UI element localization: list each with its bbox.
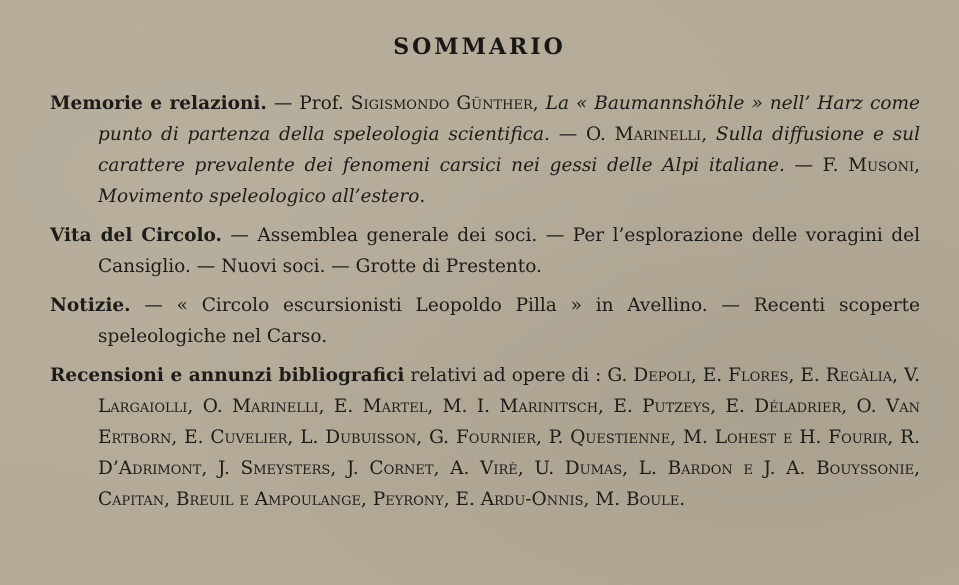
entry-vita [50,220,920,282]
entry-text-vita: — Assemblea generale dei soci. — Per l’esplorazione delle voragini del Cansiglio. — Nuovi soci. — Grotte di Prestento. [98,225,920,277]
dash-text: — O. [549,124,615,145]
work-title: Sulla diffusione e sul carattere prevalente dei fenomeni carsici nei gessi delle Alpi italiane. [98,124,921,176]
entry-heading-recensioni: Recensioni e annunzi bibliografici [50,365,405,386]
work-title: La « Baumannshöhle » nell’ Harz come punto di partenza della speleologia scientifica. [98,93,921,145]
entry-heading-memorie: Memorie e relazioni. [50,93,267,114]
entry-notizie [50,290,920,352]
summary-content [50,88,920,523]
entry-text-recensioni: relativi ad opere di : G. [404,365,634,386]
author-list: Depoli, E. Flores, E. Regàlia, V. Largaiolli, O. Marinelli, E. Martel, M. I. Marinitsch, E. Putzeys, E. Déladrier, O. Van Ertborn, E. Cuvelier, L. Dubuisson, G. Fournier, P. Questienne, M. Lohest e H. Fourir, R. D’Adrimont, J. Smeysters, J. Cornet, A. Virè, U. Dumas, L. Bardon e J. A. Bouyssonie, Capitan, Breuil e Ampoulange, Peyrony, E. Ardu-Onnis, M. Boule. [98,365,920,510]
author-name: Sigismondo Günther [350,93,533,114]
page-title: SOMMARIO [393,34,566,60]
entry-heading-notizie: Notizie. [50,295,131,316]
comma-text: , [914,155,920,176]
entry-memorie [50,88,920,212]
comma-text: , [532,93,546,114]
dash-text: — F. [784,155,849,176]
author-name: Musoni [848,155,915,176]
period-text: . [419,186,426,207]
dash-text: — Prof. [266,93,351,114]
author-name: Marinelli [614,124,702,145]
entry-heading-vita: Vita del Circolo. [50,225,222,246]
work-title: Movimento speleologico all’estero [98,186,420,207]
comma-text: , [701,124,716,145]
entry-recensioni [50,360,920,515]
entry-text-notizie: — « Circolo escursionisti Leopoldo Pilla » in Avellino. — Recenti scoperte speleologiche nel Carso. [98,295,920,347]
